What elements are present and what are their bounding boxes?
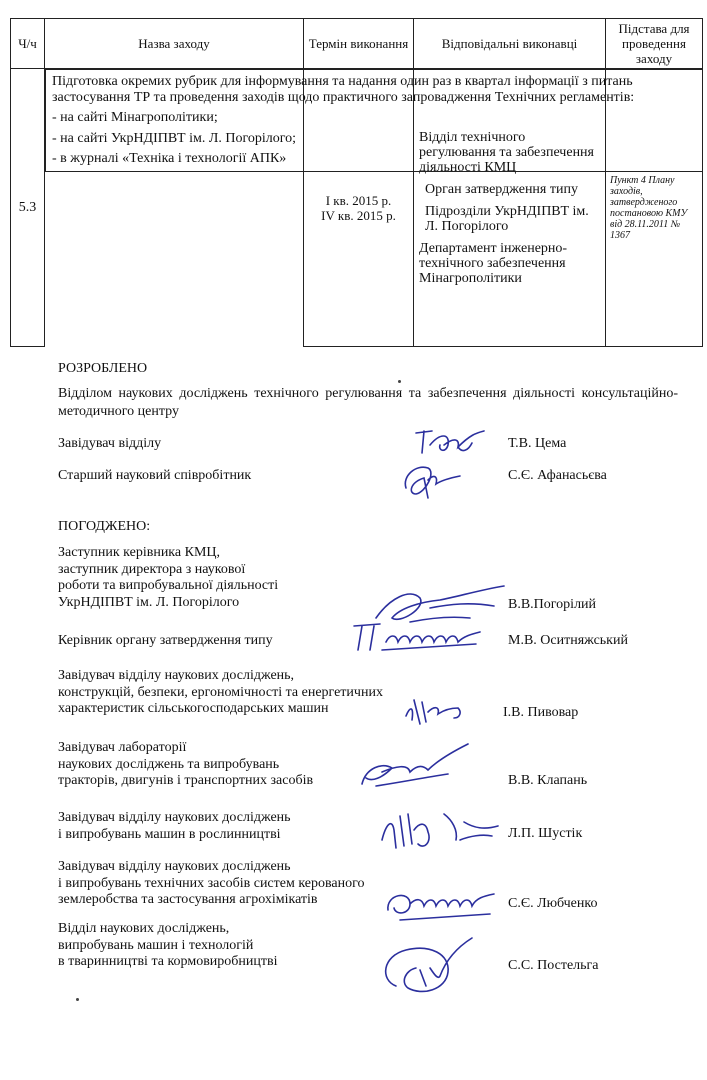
signature-klapan <box>352 738 472 798</box>
signer-position: Завідувач відділу наукових досліджень і випробувань технічних засобів систем керованого землеробства та застосування агрохімікатів <box>58 859 365 907</box>
signer-name: М.В. Оситняжський <box>508 633 628 648</box>
plan-table <box>10 18 703 347</box>
row-number: 5.3 <box>11 69 45 347</box>
signature-afanasieva <box>398 458 468 502</box>
signer-name: С.Є. Любченко <box>508 896 598 911</box>
signer-position: Керівник органу затвердження типу <box>58 633 273 648</box>
signer-name: Л.П. Шустік <box>508 826 583 841</box>
signer-name: Т.В. Цема <box>508 436 567 451</box>
responsible-item: Департамент інженерно-технічного забезпечення Мінагрополітики <box>419 240 568 286</box>
measure-text: Підготовка окремих рубрик для інформування та надання один раз в квартал інформації з питань застосування ТР та проведення заходів щодо практичного запровадження Технічних регламентів: <box>52 74 635 105</box>
signature-tsema <box>410 423 490 463</box>
row-measure-name <box>45 69 703 172</box>
table-header-row <box>11 19 703 69</box>
signer-position: Завідувач відділу наукових досліджень і випробувань машин в рослинництві <box>58 810 291 842</box>
table-row <box>11 69 703 347</box>
deadline-end: IV кв. 2015 р. <box>321 207 396 223</box>
signer-name: І.В. Пивовар <box>503 705 579 720</box>
signer-name: С.С. Постельга <box>508 958 599 973</box>
signer-name: В.В.Погорілий <box>508 597 597 612</box>
developed-text: Відділом наукових досліджень технічного регулювання та забезпечення діяльності консультаційно-методичного центру <box>58 386 678 419</box>
signer-position: Відділ наукових досліджень, випробувань машин і технологій в тваринництві та кормовиробництві <box>58 921 278 969</box>
deadline-start: I кв. 2015 р. <box>325 192 392 208</box>
header-measure-name: Назва заходу <box>45 19 304 69</box>
row-basis: Пункт 4 Плану заходів, затвердженого постановою КМУ від 28.11.2011 № 1367 <box>606 69 703 347</box>
responsible-item: Орган затвердження типу <box>425 181 578 197</box>
signature-shustik <box>374 800 504 860</box>
header-deadline: Термін виконання <box>304 19 414 69</box>
responsible-item: Підрозділи УкрНДІПВТ ім. Л. Погорілого <box>425 203 589 234</box>
speck <box>398 380 401 383</box>
measure-item: - на сайті Мінагрополітики; <box>52 110 218 125</box>
measure-item: - в журналі «Техніка і технології АПК» <box>52 151 287 166</box>
signer-position: Завідувач відділу наукових досліджень, конструкцій, безпеки, ергономічності та енергетичних характеристик сільськогосподарських машин <box>58 668 383 716</box>
responsible-item: Відділ технічного регулювання та забезпечення діяльності КМЦ <box>419 129 594 175</box>
header-basis: Підстава для проведення заходу <box>606 19 703 69</box>
signer-position: Завідувач лабораторії наукових досліджень та випробувань тракторів, двигунів і транспортних засобів <box>58 740 314 788</box>
signer-position: Заступник керівника КМЦ, заступник директора з наукової роботи та випробувальної діяльності УкрНДІПВТ ім. Л. Погорілого <box>58 545 279 610</box>
header-responsible: Відповідальні виконавці <box>414 19 606 69</box>
signer-position: Старший науковий співробітник <box>58 468 252 483</box>
agreed-heading: ПОГОДЖЕНО: <box>58 519 151 534</box>
signature-liubchenko <box>380 880 500 930</box>
signer-position: Завідувач відділу <box>58 436 162 451</box>
measure-item: - на сайті УкрНДІПВТ ім. Л. Погорілого; <box>52 130 296 146</box>
speck <box>76 998 79 1001</box>
signature-pyvovar <box>400 690 470 730</box>
header-number: Ч/ч <box>11 19 45 69</box>
signer-name: С.Є. Афанасьєва <box>508 468 607 483</box>
signature-osytniazhskyi <box>346 614 486 658</box>
signature-postelha <box>376 930 486 1002</box>
developed-heading: РОЗРОБЛЕНО <box>58 361 148 376</box>
signer-name: В.В. Клапань <box>508 773 588 788</box>
